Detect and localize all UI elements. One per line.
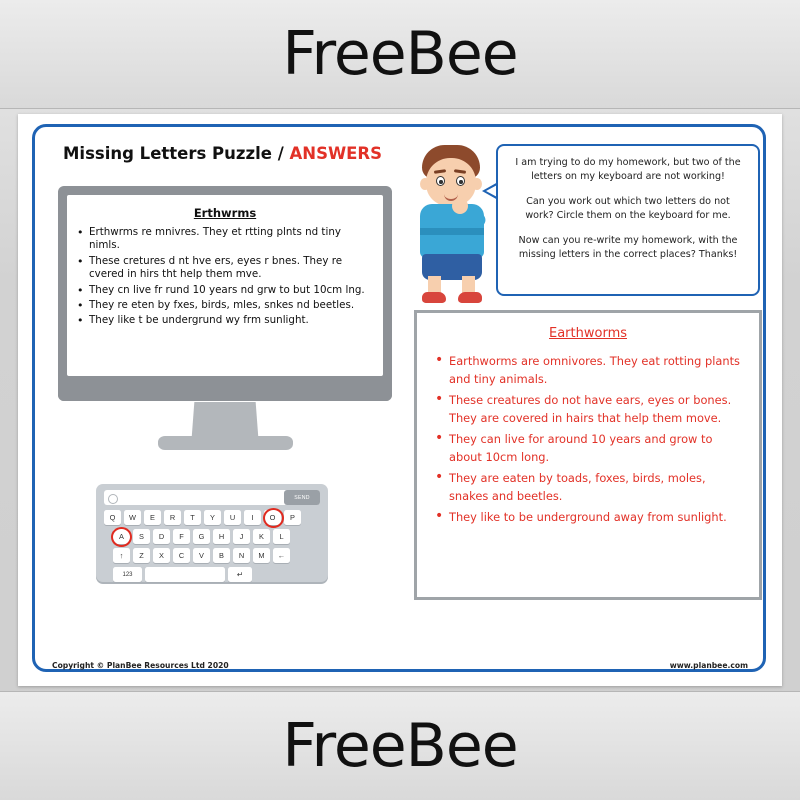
computer-monitor [58,186,392,401]
key-j[interactable]: J [233,529,250,544]
monitor-chin [58,382,392,401]
answers-heading: Earthworms [549,326,627,341]
website-text: www.planbee.com [669,661,748,670]
keyboard-row-1 [104,510,301,525]
key-s[interactable]: S [133,529,150,544]
shift-key[interactable]: ↑ [113,548,130,563]
key-x[interactable]: X [153,548,170,563]
list-item: • They are eaten by toads, foxes, birds, moles, snakes and beetles. [449,470,743,505]
key-n[interactable]: N [233,548,250,563]
monitor-screen [67,195,383,376]
boy-hand [452,198,468,214]
keyboard-row-2 [113,529,290,544]
key-k[interactable]: K [253,529,270,544]
speech-line-3: Now can you re-write my homework, with the missing letters in the correct places? Thanks! [518,235,738,260]
top-banner [0,0,800,108]
send-button[interactable]: SEND [284,490,320,505]
monitor-stand-neck [192,402,259,440]
boy-shirt-stripe [420,228,484,235]
boy-illustration [406,142,498,310]
boy-ear-left [420,178,430,190]
speech-bubble [496,144,760,296]
key-b[interactable]: B [213,548,230,563]
list-item: • These creatures do not have ears, eyes or bones. They are covered in hairs that help them move. [449,392,743,427]
screen-heading: Erthwrms [193,206,257,220]
boy-ear-right [472,178,482,190]
boy-pupil-left [439,180,443,184]
copyright-text: Copyright © PlanBee Resources Ltd 2020 [52,661,229,670]
key-l[interactable]: L [273,529,290,544]
key-o[interactable]: O [264,510,281,525]
screen-bullet-list [67,226,383,328]
on-screen-keyboard [96,484,328,582]
key-g[interactable]: G [193,529,210,544]
key-v[interactable]: V [193,548,210,563]
key-w[interactable]: W [124,510,141,525]
list-item: • They cn live fr rund 10 years nd grw to but 10cm lng. [89,284,373,297]
speech-line-1: I am trying to do my homework, but two of the letters on my keyboard are not working! [515,157,741,182]
key-u[interactable]: U [224,510,241,525]
bottom-banner [0,692,800,800]
key-m[interactable]: M [253,548,270,563]
bottom-banner-text: FreeBee [282,711,518,781]
keyboard-textfield[interactable] [104,490,320,505]
top-divider [0,108,800,109]
key-y[interactable]: Y [204,510,221,525]
page-title-main: Missing Letters Puzzle [63,144,272,163]
key-p[interactable]: P [284,510,301,525]
list-item: • They re eten by fxes, birds, mles, snkes nd beetles. [89,299,373,312]
list-item: • Erthwrms re mnivres. They et rtting plnts nd tiny nimls. [89,226,373,253]
key-z[interactable]: Z [133,548,150,563]
key-e[interactable]: E [144,510,161,525]
list-item: • They like t be undergrund wy frm sunlight. [89,314,373,327]
backspace-key[interactable]: ← [273,548,290,563]
return-key[interactable]: ↵ [228,567,252,582]
page-title-separator: / [277,144,284,163]
numeric-key[interactable]: 123 [113,567,142,582]
page-title [63,144,382,163]
list-item: • They like to be underground away from sunlight. [449,509,743,527]
key-t[interactable]: T [184,510,201,525]
key-a[interactable]: A [113,529,130,544]
key-i[interactable]: I [244,510,261,525]
keyboard-row-4 [113,567,252,582]
key-r[interactable]: R [164,510,181,525]
emoji-icon [108,494,118,504]
key-h[interactable]: H [213,529,230,544]
monitor-stand-base [158,436,293,450]
space-key[interactable] [145,567,225,582]
boy-shoe-right [458,292,482,303]
list-item: • Earthworms are omnivores. They eat rotting plants and tiny animals. [449,353,743,388]
key-q[interactable]: Q [104,510,121,525]
list-item: • These cretures d nt hve ers, eyes r bnes. They re cvered in hirs tht help them mve. [89,255,373,282]
answers-panel [414,310,762,600]
top-banner-text: FreeBee [282,19,518,89]
key-d[interactable]: D [153,529,170,544]
page-title-answers: ANSWERS [289,144,383,163]
keyboard-row-3 [113,548,290,563]
answers-bullet-list [417,353,759,527]
key-f[interactable]: F [173,529,190,544]
boy-pupil-right [459,180,463,184]
boy-shoe-left [422,292,446,303]
speech-line-2: Can you work out which two letters do not work? Circle them on the keyboard for me. [525,196,731,221]
key-c[interactable]: C [173,548,190,563]
list-item: • They can live for around 10 years and grow to about 10cm long. [449,431,743,466]
worksheet-sheet [18,114,782,686]
